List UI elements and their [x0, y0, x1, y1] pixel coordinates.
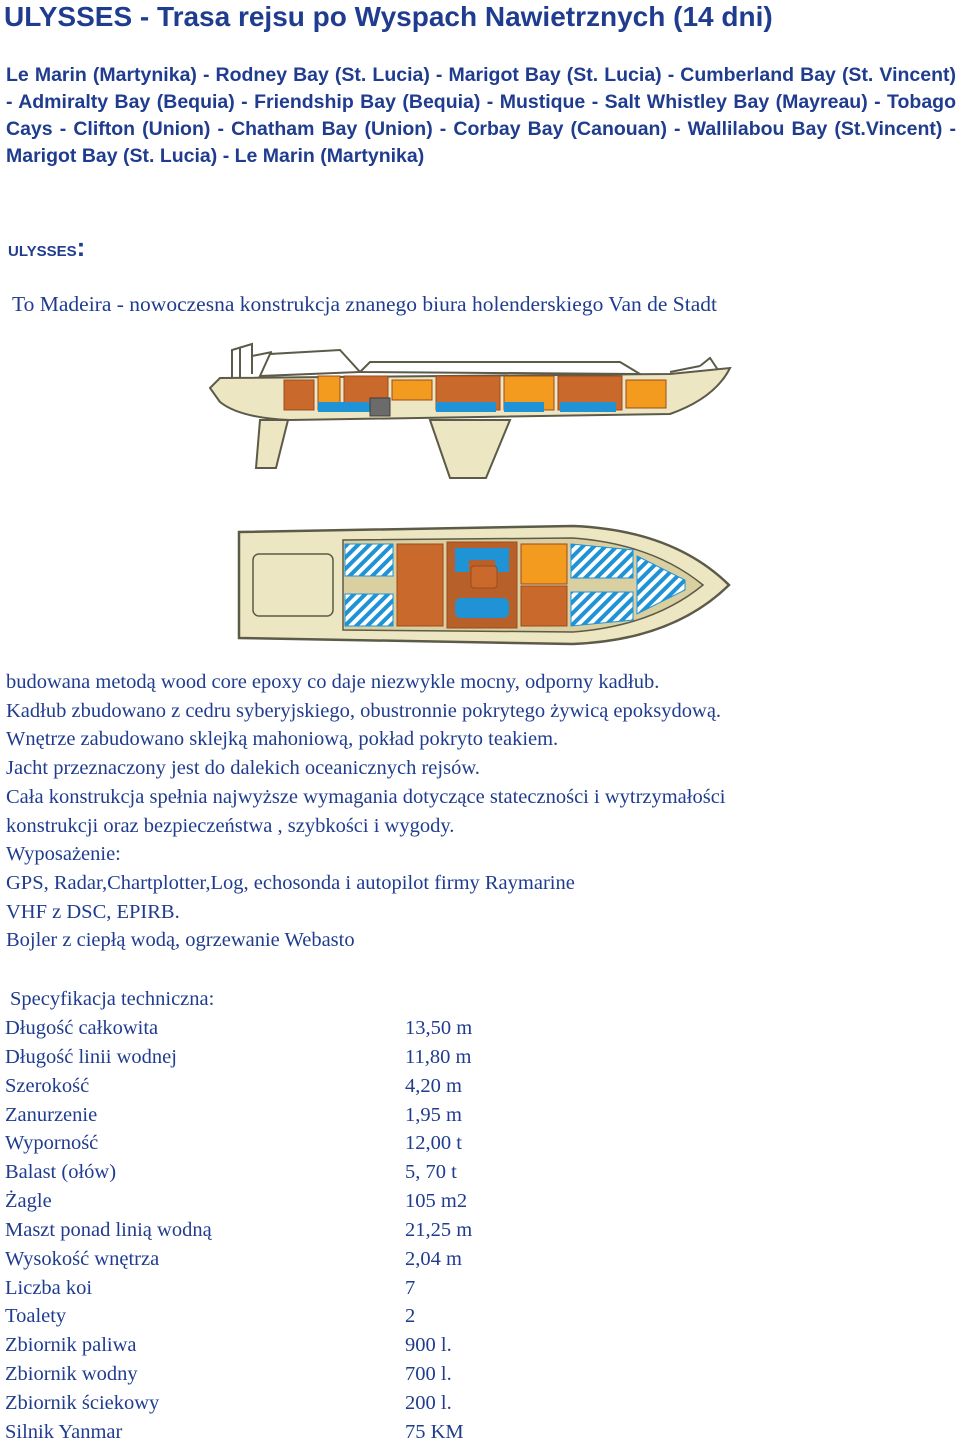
spec-label: Maszt ponad linią wodną	[5, 1218, 212, 1241]
spec-label: Wysokość wnętrza	[5, 1247, 160, 1270]
description-line: Cała konstrukcja spełnia najwyższe wymagania dotyczące stateczności i wytrzymałości	[6, 785, 726, 808]
spec-value: 12,00 t	[405, 1132, 462, 1155]
spec-label: Wyporność	[5, 1132, 99, 1155]
spec-value: 105 m2	[405, 1190, 468, 1213]
spec-label: Szerokość	[5, 1074, 90, 1097]
spec-value: 2,04 m	[405, 1247, 462, 1270]
spec-value: 200 l.	[405, 1391, 452, 1414]
spec-label: Zbiornik wodny	[5, 1363, 138, 1386]
description-block	[6, 668, 956, 955]
description-line: VHF z DSC, EPIRB.	[6, 900, 180, 923]
spec-label: Długość całkowita	[5, 1017, 159, 1039]
spec-value: 900 l.	[405, 1334, 452, 1357]
description-line: Wnętrze zabudowano sklejką mahoniową, pokład pokryto teakiem.	[6, 728, 559, 751]
yacht-side-profile-icon	[200, 328, 740, 488]
description-line: Jacht przeznaczony jest do dalekich oceanicznych rejsów.	[6, 757, 480, 780]
spec-value: 13,50 m	[405, 1017, 473, 1039]
description-line: konstrukcji oraz bezpieczeństwa , szybkości i wygody.	[6, 814, 455, 837]
spec-value: 1,95 m	[405, 1103, 462, 1126]
spec-row	[5, 1216, 605, 1245]
spec-label: Zanurzenie	[5, 1103, 98, 1126]
equipment-heading: Wyposażenie:	[6, 843, 121, 866]
spec-label: Liczba koi	[5, 1276, 93, 1299]
spec-table	[5, 1014, 605, 1447]
spec-row	[5, 1302, 605, 1331]
boat-subtitle: To Madeira - nowoczesna konstrukcja znanego biura holenderskiego Van de Stadt	[12, 292, 717, 316]
spec-heading: Specyfikacja techniczna:	[10, 988, 215, 1010]
spec-row	[5, 1418, 605, 1447]
description-line: Bojler z ciepłą wodą, ogrzewanie Webasto	[6, 929, 355, 952]
description-line: GPS, Radar,Chartplotter,Log, echosonda i autopilot firmy Raymarine	[6, 871, 575, 894]
spec-label: Zbiornik paliwa	[5, 1334, 137, 1357]
spec-value: 5, 70 t	[405, 1161, 457, 1184]
spec-row	[5, 1187, 605, 1216]
spec-value: 75 KM	[405, 1420, 464, 1443]
spec-row	[5, 1072, 605, 1101]
spec-row	[5, 1331, 605, 1360]
spec-label: Żagle	[5, 1190, 52, 1213]
spec-row	[5, 1360, 605, 1389]
spec-value: 21,25 m	[405, 1218, 473, 1241]
spec-label: Zbiornik ściekowy	[5, 1391, 160, 1414]
spec-row	[5, 1101, 605, 1130]
boat-name: ULYSSES	[8, 243, 77, 260]
description-line: budowana metodą wood core epoxy co daje niezwykle mocny, odporny kadłub.	[6, 671, 660, 693]
spec-value: 700 l.	[405, 1363, 452, 1386]
spec-row	[5, 1014, 605, 1043]
spec-value: 11,80 m	[405, 1045, 472, 1068]
spec-value: 7	[405, 1276, 416, 1299]
page-title: ULYSSES - Trasa rejsu po Wyspach Nawietrznych (14 dni)	[4, 1, 773, 32]
spec-label: Długość linii wodnej	[5, 1045, 177, 1068]
boat-name-colon: :	[76, 232, 86, 262]
spec-row	[5, 1043, 605, 1072]
spec-label: Toalety	[5, 1305, 67, 1328]
spec-value: 4,20 m	[405, 1074, 462, 1097]
spec-row	[5, 1158, 605, 1187]
yacht-interior-plan-icon	[233, 520, 733, 650]
spec-row	[5, 1274, 605, 1303]
spec-label: Balast (ołów)	[5, 1161, 117, 1184]
description-line: Kadłub zbudowano z cedru syberyjskiego, obustronnie pokrytego żywicą epoksydową.	[6, 699, 722, 722]
boat-name-label	[8, 232, 85, 263]
route-description: Le Marin (Martynika) - Rodney Bay (St. Lucia) - Marigot Bay (St. Lucia) - Cumberland Bay (St. Vincent) - Admiralty Bay (Bequia) - Friendship Bay (Bequia) - Mustique - Salt Whistley Bay (Mayreau) - Tobago Cays - Clifton (Union) - Chatham Bay (Union) - Corbay Bay (Canouan) - Wallilabou Bay (St.Vincent) - Marigot Bay (St. Lucia) - Le Marin (Martynika)	[6, 64, 956, 167]
spec-label: Silnik Yanmar	[5, 1420, 123, 1443]
spec-row	[5, 1129, 605, 1158]
spec-value: 2	[405, 1305, 416, 1328]
spec-row	[5, 1245, 605, 1274]
spec-row	[5, 1389, 605, 1418]
